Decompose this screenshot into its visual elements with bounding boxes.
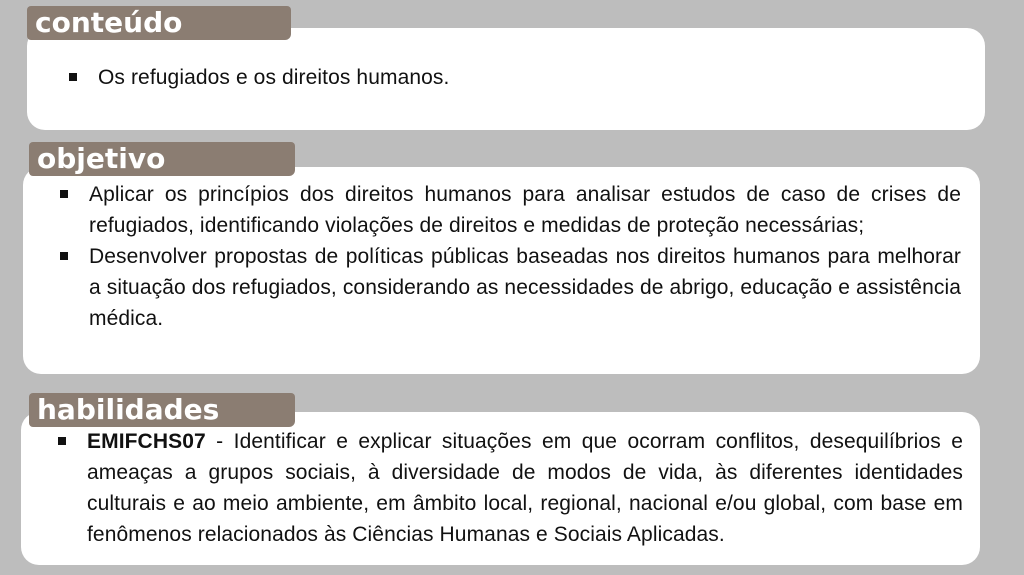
- objetivo-list: [43, 179, 961, 334]
- list-item-text: Aplicar os princípios dos direitos humanos para analisar estudos de caso de crises de refugiados, identificando violações de direitos e medidas de proteção necessárias;: [89, 183, 961, 237]
- skill-description: - Identificar e explicar situações em que ocorram conflitos, desequilíbrios e ameaças a grupos sociais, à diversidade de modos de vida, às diferentes identidades culturais e ao meio ambiente, em âmbito local, regional, nacional e/ou global, com base em fenômenos relacionados às Ciências Humanas e Sociais Aplicadas.: [87, 430, 963, 546]
- conteudo-panel: [27, 28, 985, 130]
- section-title-objetivo: objetivo: [29, 142, 295, 176]
- list-item: [43, 179, 961, 241]
- square-bullet-icon: [60, 190, 68, 198]
- habilidades-list: [41, 426, 963, 550]
- square-bullet-icon: [60, 252, 68, 260]
- list-item: [41, 426, 963, 550]
- list-item-text: Desenvolver propostas de políticas públicas baseadas nos direitos humanos para melhorar a situação dos refugiados, considerando as necessidades de abrigo, educação e assistência médica.: [89, 245, 961, 330]
- square-bullet-icon: [69, 73, 77, 81]
- section-title-habilidades: habilidades: [29, 393, 295, 427]
- objetivo-panel: [23, 167, 980, 374]
- section-title-conteudo: conteúdo: [27, 6, 291, 40]
- list-item-text: Os refugiados e os direitos humanos.: [98, 66, 450, 89]
- skill-code: EMIFCHS07: [87, 430, 206, 453]
- list-item: [52, 62, 967, 93]
- list-item: [43, 241, 961, 334]
- conteudo-list: [52, 62, 967, 93]
- habilidades-panel: [21, 412, 980, 565]
- square-bullet-icon: [58, 437, 66, 445]
